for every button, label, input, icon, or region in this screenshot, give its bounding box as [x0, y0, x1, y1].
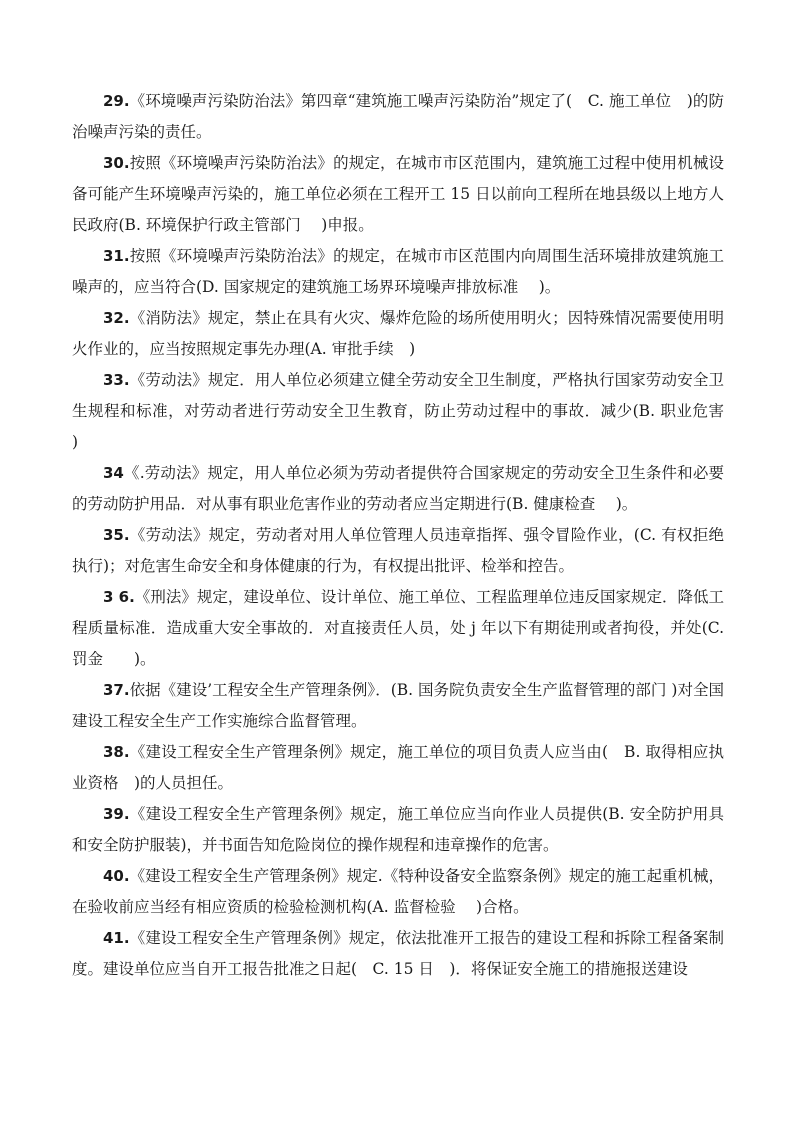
- question-37: [72, 675, 724, 737]
- question-text: 按照《环境噪声污染防治法》的规定，在城市市区范围内，建筑施工过程中使用机械设备可能产生环境噪声污染的，施工单位必须在工程开工 15 日以前向工程所在地县级以上地方人民政府(B. 环境保护行政主管部门 )申报。: [72, 154, 724, 234]
- question-number: 39.: [103, 805, 130, 823]
- question-30: [72, 148, 724, 241]
- question-38: [72, 737, 724, 799]
- question-36: [72, 582, 729, 675]
- question-text: 《刑法》规定，建设单位、设计单位、施工单位、工程监理单位违反国家规定．降低工程质量标准．造成重大安全事故的．对直接责任人员，处 j 年以下有期徒刑或者拘役，并处(C. 罚金 )。: [72, 588, 729, 668]
- question-text: 《消防法》规定，禁止在具有火灾、爆炸危险的场所使用明火；因特殊情况需要使用明火作业的，应当按照规定事先办理(A. 审批手续 ): [72, 309, 724, 358]
- question-29: [72, 86, 724, 148]
- question-number: 3 6.: [103, 588, 135, 606]
- question-number: 35.: [103, 526, 130, 544]
- question-text: 《建设工程安全生产管理条例》规定.《特种设备安全监察条例》规定的施工起重机械，在验收前应当经有相应资质的检验检测机构(A. 监督检验 )合格。: [72, 867, 724, 916]
- question-number: 41.: [103, 929, 130, 947]
- question-41: [72, 923, 724, 985]
- question-34: [72, 458, 724, 520]
- question-35: [72, 520, 724, 582]
- question-number: 31.: [103, 247, 130, 265]
- question-number: 37.: [103, 681, 130, 699]
- question-text: 依据《建设’工程安全生产管理条例》．(B. 国务院负责安全生产监督管理的部门 )对全国建设工程安全生产工作实施综合监督管理。: [72, 681, 724, 730]
- question-text: 《建设工程安全生产管理条例》规定，施工单位的项目负责人应当由( B. 取得相应执业资格 )的人员担任。: [72, 743, 724, 792]
- question-text: 《建设工程安全生产管理条例》规定，依法批准开工报告的建设工程和拆除工程备案制度。建设单位应当自开工报告批准之日起( C. 15 日 )．将保证安全施工的措施报送建设: [72, 929, 724, 978]
- question-number: 29.: [103, 92, 130, 110]
- question-number: 32.: [103, 309, 130, 327]
- question-39: [72, 799, 724, 861]
- question-text: 《环境噪声污染防治法》第四章“建筑施工噪声污染防治”规定了( C. 施工单位 )的防治噪声污染的责任。: [72, 92, 724, 141]
- question-number: 33.: [103, 371, 130, 389]
- question-number: 40.: [103, 867, 130, 885]
- question-text: 《劳动法》规定．用人单位必须建立健全劳动安全卫生制度，严格执行国家劳动安全卫生规程和标准，对劳动者进行劳动安全卫生教育，防止劳动过程中的事故．减少(B. 职业危害 ): [72, 371, 745, 451]
- question-text: 按照《环境噪声污染防治法》的规定，在城市市区范围内向周围生活环境排放建筑施工噪声的，应当符合(D. 国家规定的建筑施工场界环境噪声排放标准 )。: [72, 247, 724, 296]
- question-text: 《建设工程安全生产管理条例》规定，施工单位应当向作业人员提供(B. 安全防护用具和安全防护服装)，并书面告知危险岗位的操作规程和违章操作的危害。: [72, 805, 724, 854]
- question-31: [72, 241, 724, 303]
- question-32: [72, 303, 724, 365]
- question-33: [72, 365, 745, 458]
- question-text: 《.劳动法》规定，用人单位必须为劳动者提供符合国家规定的劳动安全卫生条件和必要的劳动防护用品．对从事有职业危害作业的劳动者应当定期进行(B. 健康检查 )。: [72, 464, 724, 513]
- question-number: 38.: [103, 743, 130, 761]
- question-40: [72, 861, 724, 923]
- question-number: 30.: [103, 154, 130, 172]
- question-text: 《劳动法》规定，劳动者对用人单位管理人员违章指挥、强令冒险作业，(C. 有权拒绝执行)；对危害生命安全和身体健康的行为，有权提出批评、检举和控告。: [72, 526, 724, 575]
- question-number: 34: [103, 464, 124, 482]
- question-list: [72, 86, 745, 985]
